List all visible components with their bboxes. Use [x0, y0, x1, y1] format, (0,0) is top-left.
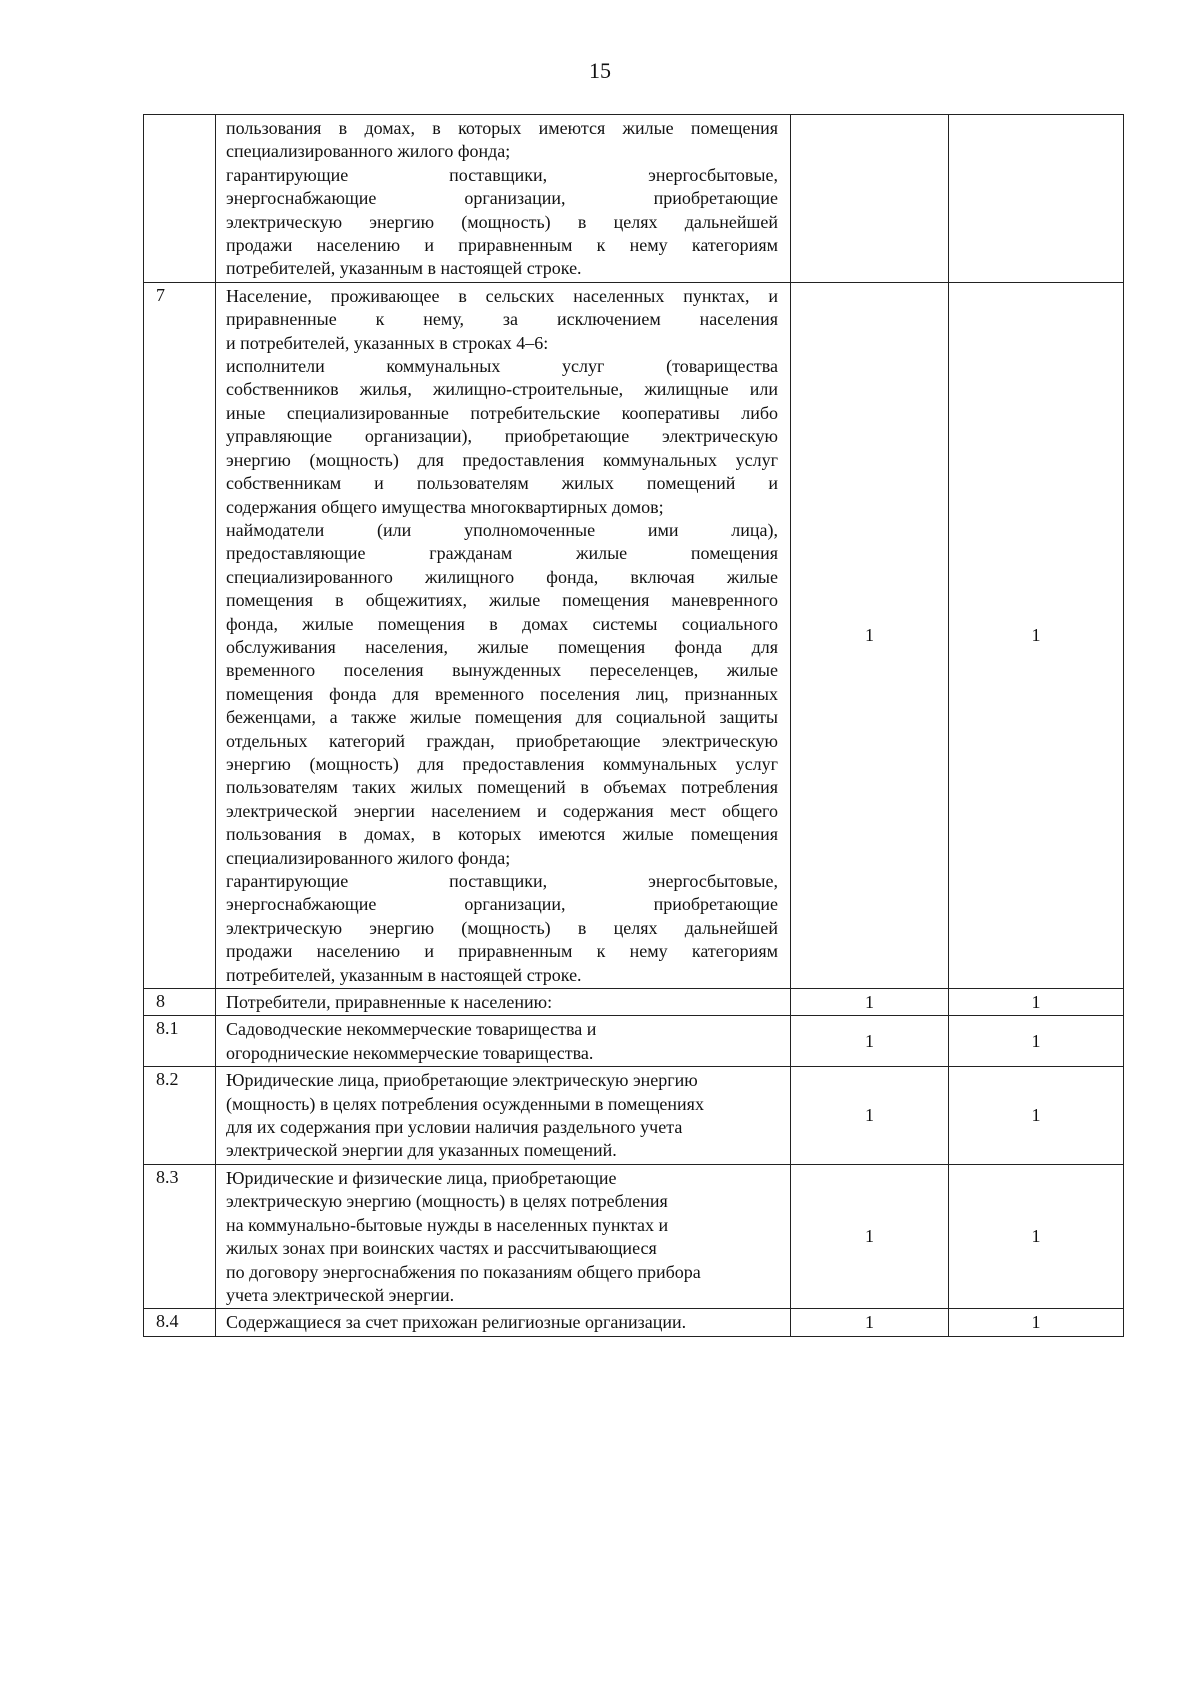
- description-line: и потребителей, указанных в строках 4–6:: [226, 332, 549, 353]
- description-line: содержания общего имущества многоквартирных домов;: [226, 496, 664, 517]
- row-number-cell: 8.4: [144, 1309, 216, 1336]
- description-line: (мощность) в целях потребления осужденными в помещениях: [226, 1093, 704, 1114]
- description-line: Садоводческие некоммерческие товарищества и: [226, 1019, 597, 1040]
- table-row: [144, 989, 1124, 1016]
- description-line: Юридические лица, приобретающие электрическую энергию: [226, 1070, 698, 1091]
- table-row: [144, 282, 1124, 988]
- description-line: электрическую энергию (мощность) в целях потребления: [226, 1191, 668, 1212]
- value-cell-2: 1: [949, 282, 1124, 988]
- row-number-cell: 8.2: [144, 1067, 216, 1165]
- description-line: фонда, жилые помещения в домах системы социального: [226, 613, 778, 634]
- row-number-cell: 7: [144, 282, 216, 988]
- description-line: энергоснабжающие организации, приобретающие: [226, 894, 778, 915]
- description-line: энергию (мощность) для предоставления коммунальных услуг: [226, 449, 778, 470]
- value-cell-2: [949, 115, 1124, 283]
- description-line: электрическую энергию (мощность) в целях дальнейшей: [226, 917, 778, 938]
- row-description-cell: [216, 1067, 791, 1165]
- row-description-cell: [216, 1016, 791, 1067]
- page-number: 15: [589, 58, 611, 83]
- value-cell-1: 1: [791, 1067, 949, 1165]
- value-cell-1: 1: [791, 282, 949, 988]
- table-body: [144, 115, 1124, 1337]
- table-row: [144, 115, 1124, 283]
- description-line: гарантирующие поставщики, энергосбытовые,: [226, 871, 778, 891]
- value-cell-1: 1: [791, 1309, 949, 1336]
- table-row: [144, 1164, 1124, 1308]
- description-line: жилых зонах при воинских частях и рассчитывающиеся: [226, 1238, 657, 1259]
- description-line: временного поселения вынужденных переселенцев, жилые: [226, 660, 778, 681]
- table-row: [144, 1067, 1124, 1165]
- row-number-cell: 8.3: [144, 1164, 216, 1308]
- description-line: энергоснабжающие организации, приобретающие: [226, 188, 778, 209]
- description-line: электрической энергии населением и содержания мест общего: [226, 800, 778, 821]
- row-description-cell: [216, 282, 791, 988]
- description-line: управляющие организации), приобретающие электрическую: [226, 426, 778, 447]
- description-line: специализированного жилого фонда;: [226, 141, 511, 162]
- value-cell-1: 1: [791, 989, 949, 1016]
- value-cell-2: 1: [949, 1309, 1124, 1336]
- description-line: гарантирующие поставщики, энергосбытовые,: [226, 164, 778, 185]
- description-line: помещения фонда для временного поселения лиц, признанных: [226, 683, 778, 704]
- description-line: собственникам и пользователям жилых помещений и: [226, 473, 778, 494]
- value-cell-2: 1: [949, 1067, 1124, 1165]
- description-line: пользования в домах, в которых имеются жилые помещения: [226, 824, 778, 845]
- row-description-cell: [216, 989, 791, 1016]
- tariff-table: [143, 114, 1124, 1337]
- description-line: пользователям таких жилых помещений в объемах потребления: [226, 777, 778, 798]
- description-line: огороднические некоммерческие товарищества.: [226, 1042, 594, 1063]
- row-description-cell: [216, 115, 791, 283]
- table-row: [144, 1016, 1124, 1067]
- description-line: продажи населению и приравненным к нему категориям: [226, 941, 778, 962]
- description-line: Юридические и физические лица, приобретающие: [226, 1167, 617, 1188]
- description-line: обслуживания населения, жилые помещения фонда для: [226, 636, 778, 657]
- description-line: помещения в общежитиях, жилые помещения маневренного: [226, 590, 778, 611]
- description-line: электрическую энергию (мощность) в целях дальнейшей: [226, 211, 778, 232]
- value-cell-2: 1: [949, 989, 1124, 1016]
- description-line: учета электрической энергии.: [226, 1284, 455, 1305]
- description-line: потребителей, указанным в настоящей строке.: [226, 258, 582, 279]
- description-line: собственников жилья, жилищно-строительные, жилищные или: [226, 379, 778, 400]
- description-line: наймодатели (или уполномоченные ими лица),: [226, 519, 778, 540]
- description-line: предоставляющие гражданам жилые помещения: [226, 543, 778, 564]
- description-line: пользования в домах, в которых имеются жилые помещения: [226, 118, 778, 138]
- value-cell-2: 1: [949, 1164, 1124, 1308]
- description-line: исполнители коммунальных услуг (товарищества: [226, 356, 778, 377]
- table-row: [144, 1309, 1124, 1336]
- description-line: Население, проживающее в сельских населенных пунктах, и: [226, 285, 778, 306]
- description-line: электрической энергии для указанных помещений.: [226, 1140, 617, 1161]
- description-line: для их содержания при условии наличия раздельного учета: [226, 1117, 683, 1138]
- value-cell-1: 1: [791, 1164, 949, 1308]
- description-line: энергию (мощность) для предоставления коммунальных услуг: [226, 753, 778, 774]
- description-line: отдельных категорий граждан, приобретающие электрическую: [226, 730, 778, 751]
- description-line: специализированного жилого фонда;: [226, 847, 511, 868]
- description-line: специализированного жилищного фонда, включая жилые: [226, 566, 778, 587]
- description-line: беженцами, а также жилые помещения для социальной защиты: [226, 707, 778, 728]
- value-cell-2: 1: [949, 1016, 1124, 1067]
- value-cell-1: 1: [791, 1016, 949, 1067]
- description-line: продажи населению и приравненным к нему категориям: [226, 235, 778, 256]
- description-line: на коммунально-бытовые нужды в населенных пунктах и: [226, 1214, 669, 1235]
- row-number-cell: 8: [144, 989, 216, 1016]
- row-number-cell: 8.1: [144, 1016, 216, 1067]
- row-description-cell: [216, 1164, 791, 1308]
- row-description-cell: [216, 1309, 791, 1336]
- description-line: Содержащиеся за счет прихожан религиозные организации.: [226, 1312, 687, 1333]
- description-line: приравненные к нему, за исключением населения: [226, 309, 778, 330]
- row-number-cell: [144, 115, 216, 283]
- description-line: потребителей, указанным в настоящей строке.: [226, 964, 582, 985]
- description-line: иные специализированные потребительские кооперативы либо: [226, 402, 778, 423]
- value-cell-1: [791, 115, 949, 283]
- description-line: Потребители, приравненные к населению:: [226, 992, 553, 1013]
- description-line: по договору энергоснабжения по показаниям общего прибора: [226, 1261, 701, 1282]
